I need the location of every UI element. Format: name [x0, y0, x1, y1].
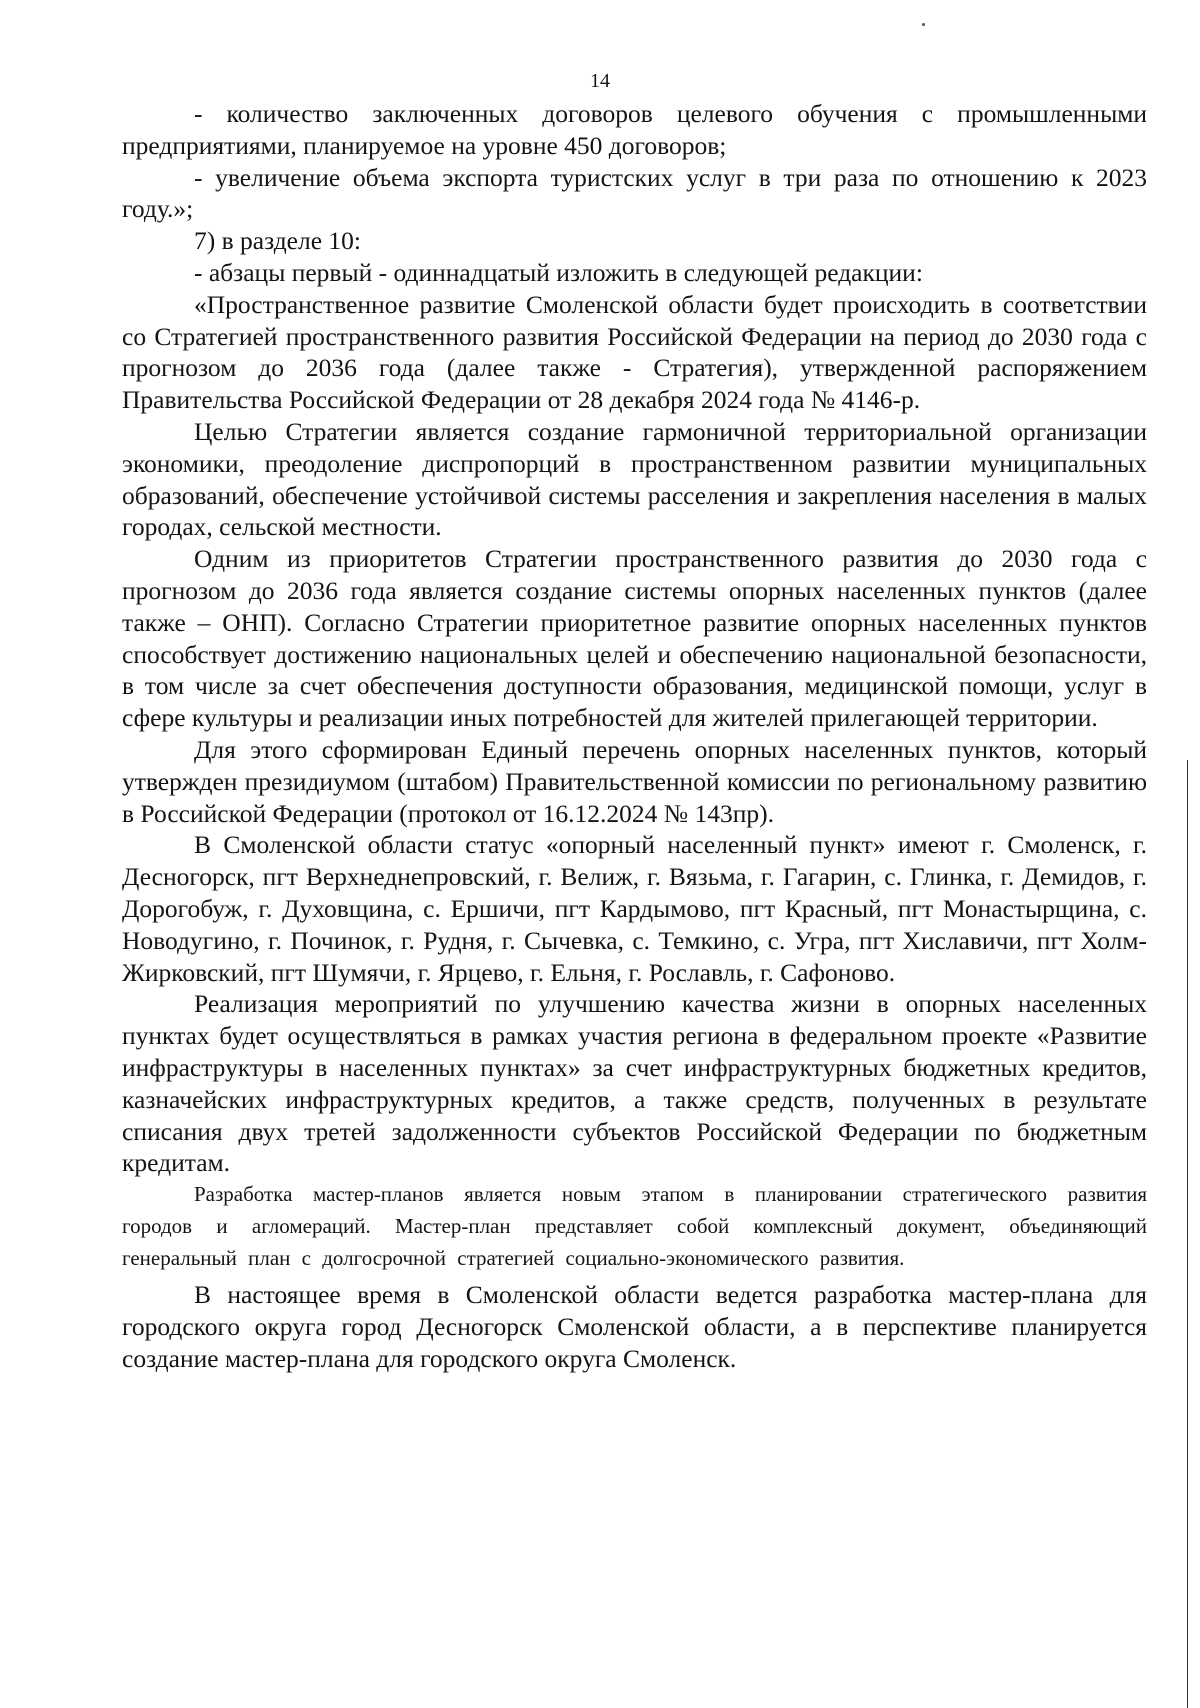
scan-edge-line [1187, 760, 1188, 1708]
paragraph-spatial-development: «Пространственное развитие Смоленской области будет происходить в соответствии со Стратегией пространственного развития Российской Федерации на период до 2030 года с прогнозом до 2036 года (далее также - Стратегия), утвержденной распоряжением Правительства Российской Федерации от 28 декабря 2024 года № 4146-р. [122, 289, 1147, 415]
scan-speck [922, 23, 925, 26]
paragraph-tourism-export: - увеличение объема экспорта туристских услуг в три раза по отношению к 2023 году.»; [122, 162, 1147, 224]
document-body [122, 98, 1147, 1375]
paragraph-section-10: 7) в разделе 10: [194, 226, 362, 256]
paragraph-strategy-priorities: Одним из приоритетов Стратегии пространственного развития до 2030 года с прогнозом до 2036 года является создание системы опорных населенных пунктов (далее также – ОНП). Согласно Стратегии приоритетное развитие опорных населенных пунктов способствует достижению национальных целей и обеспечению национальной безопасности, в том числе за счет обеспечения доступности образования, медицинской помощи, услуг в сфере культуры и реализации иных потребностей для жителей прилегающей территории. [122, 544, 1147, 733]
paragraph-implementation: Реализация мероприятий по улучшению качества жизни в опорных населенных пунктах будет осуществляться в рамках участия региона в федеральном проекте «Развитие инфраструктуры в населенных пунктах» за счет инфраструктурных бюджетных кредитов, казначейских инфраструктурных кредитов, а также средств, полученных в результате списания двух третей задолженности субъектов Российской Федерации по бюджетным кредитам. [122, 989, 1147, 1178]
paragraph-strategy-goal: Целью Стратегии является создание гармоничной территориальной организации экономики, преодоление диспропорций в пространственном развитии муниципальных образований, обеспечение устойчивой системы расселения и закрепления населения в малых городах, сельской местности. [122, 416, 1147, 542]
page-number: 14 [590, 70, 610, 92]
paragraph-contracts: - количество заключенных договоров целевого обучения с промышленными предприятиями, планируемое на уровне 450 договоров; [122, 99, 1147, 160]
paragraph-unified-list: Для этого сформирован Единый перечень опорных населенных пунктов, который утвержден президиумом (штабом) Правительственной комиссии по региональному развитию в Российской Федерации (протокол от 16.12.2024 № 143пр). [122, 734, 1147, 828]
paragraph-current-work: В настоящее время в Смоленской области ведется разработка мастер-плана для городского округа город Десногорск Смоленской области, а в перспективе планируется создание мастер-плана для городского округа Смоленск. [122, 1280, 1147, 1374]
paragraph-amendment-instruction: - абзацы первый - одиннадцатый изложить в следующей редакции: [194, 257, 923, 287]
paragraph-master-plans: Разработка мастер-планов является новым этапом в планировании стратегического развития городов и агломераций. Мастер-план представляет собой комплексный документ, объединяющий генеральный план с долгосрочной стратегией социально-экономического развития. [122, 1182, 1147, 1270]
paragraph-settlements-list: В Смоленской области статус «опорный населенный пункт» имеют г. Смоленск, г. Десногорск, пгт Верхнеднепровский, г. Велиж, г. Вязьма, г. Гагарин, с. Глинка, г. Демидов, г. Дорогобуж, г. Духовщина, с. Ершичи, пгт Кардымово, пгт Красный, пгт Монастырщина, с. Новодугино, г. Починок, г. Рудня, г. Сычевка, с. Темкино, с. Угра, пгт Хиславичи, пгт Холм-Жирковский, пгт Шумячи, г. Ярцево, г. Ельня, г. Рославль, г. Сафоново. [122, 830, 1147, 987]
